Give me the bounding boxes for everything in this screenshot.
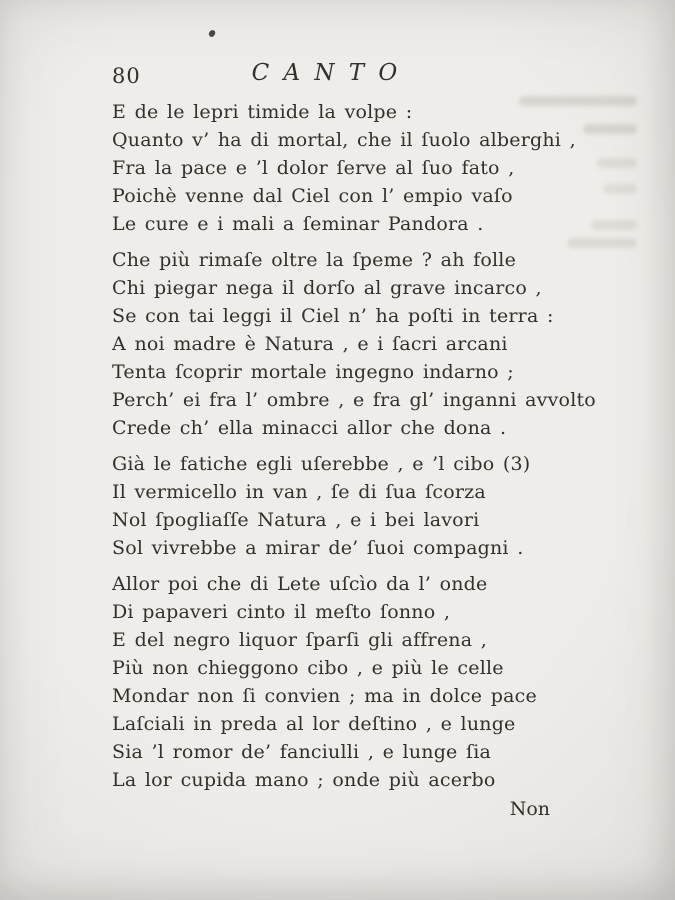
showthrough-mark: [597, 158, 637, 168]
showthrough-mark: [603, 184, 637, 194]
poem-line: Che più rimaſe oltre la ſpeme ? ah folle: [112, 249, 517, 271]
poem-line: E del negro liquor ſparſi gli affrena ,: [112, 629, 487, 651]
running-title: CANTO: [251, 60, 412, 86]
poem-line: Perch’ ei fra l’ ombre , e fra gl’ inganni avvolto: [112, 389, 596, 411]
page-header: [112, 60, 564, 94]
poem-line: Le cure e i mali a ſeminar Pandora .: [112, 213, 484, 235]
catchword: Non: [509, 798, 550, 820]
poem-line: Chi piegar nega il dorſo al grave incarco ,: [112, 277, 542, 299]
poem-line: Poichè venne dal Ciel con l’ empio vaſo: [112, 185, 513, 207]
poem-line: Laſciali in preda al lor deſtino , e lunge: [112, 713, 516, 735]
poem-line: Quanto v’ ha di mortal, che il ſuolo alberghi ,: [112, 129, 576, 151]
page-number: 80: [112, 64, 141, 88]
poem-line: Se con tai leggi il Ciel n’ ha poſti in terra :: [112, 305, 554, 327]
stanza: [112, 98, 576, 238]
stanza: [112, 570, 568, 794]
poem-line: Più non chieggono cibo , e più le celle: [112, 657, 504, 679]
poem-line: Sia ’l romor de’ fanciulli , e lunge ſia: [112, 741, 492, 763]
poem-line: E de le lepri timide la volpe :: [112, 101, 413, 123]
poem-line: La lor cupida mano ; onde più acerbo: [112, 769, 496, 791]
poem-line: Allor poi che di Lete uſcìo da l’ onde: [112, 573, 488, 595]
poem-line: A noi madre è Natura , e i ſacri arcani: [112, 333, 508, 355]
showthrough-mark: [583, 124, 637, 134]
showthrough-mark: [567, 238, 637, 248]
poem: [112, 98, 596, 794]
ink-speck: [208, 29, 216, 38]
poem-line: Nol ſpogliaſſe Natura , e i bei lavori: [112, 509, 480, 531]
poem-line: Il vermicello in van , ſe di ſua ſcorza: [112, 481, 486, 503]
poem-line: Mondar non ſi convien ; ma in dolce pace: [112, 685, 537, 707]
poem-line: Crede ch’ ella minacci allor che dona .: [112, 417, 507, 439]
poem-line: Già le fatiche egli uſerebbe , e ’l cibo (3): [112, 453, 531, 475]
stanza: [112, 450, 568, 562]
poem-line: Fra la pace e ’l dolor ſerve al ſuo fato ,: [112, 157, 515, 179]
text-block: [112, 98, 596, 823]
stanza: [112, 246, 596, 442]
poem-line: Tenta ſcoprir mortale ingegno indarno ;: [112, 361, 514, 383]
showthrough-mark: [591, 220, 637, 230]
poem-line: Di papaveri cinto il meſto ſonno ,: [112, 601, 451, 623]
poem-line: Sol vivrebbe a mirar de’ ſuoi compagni .: [112, 537, 524, 559]
